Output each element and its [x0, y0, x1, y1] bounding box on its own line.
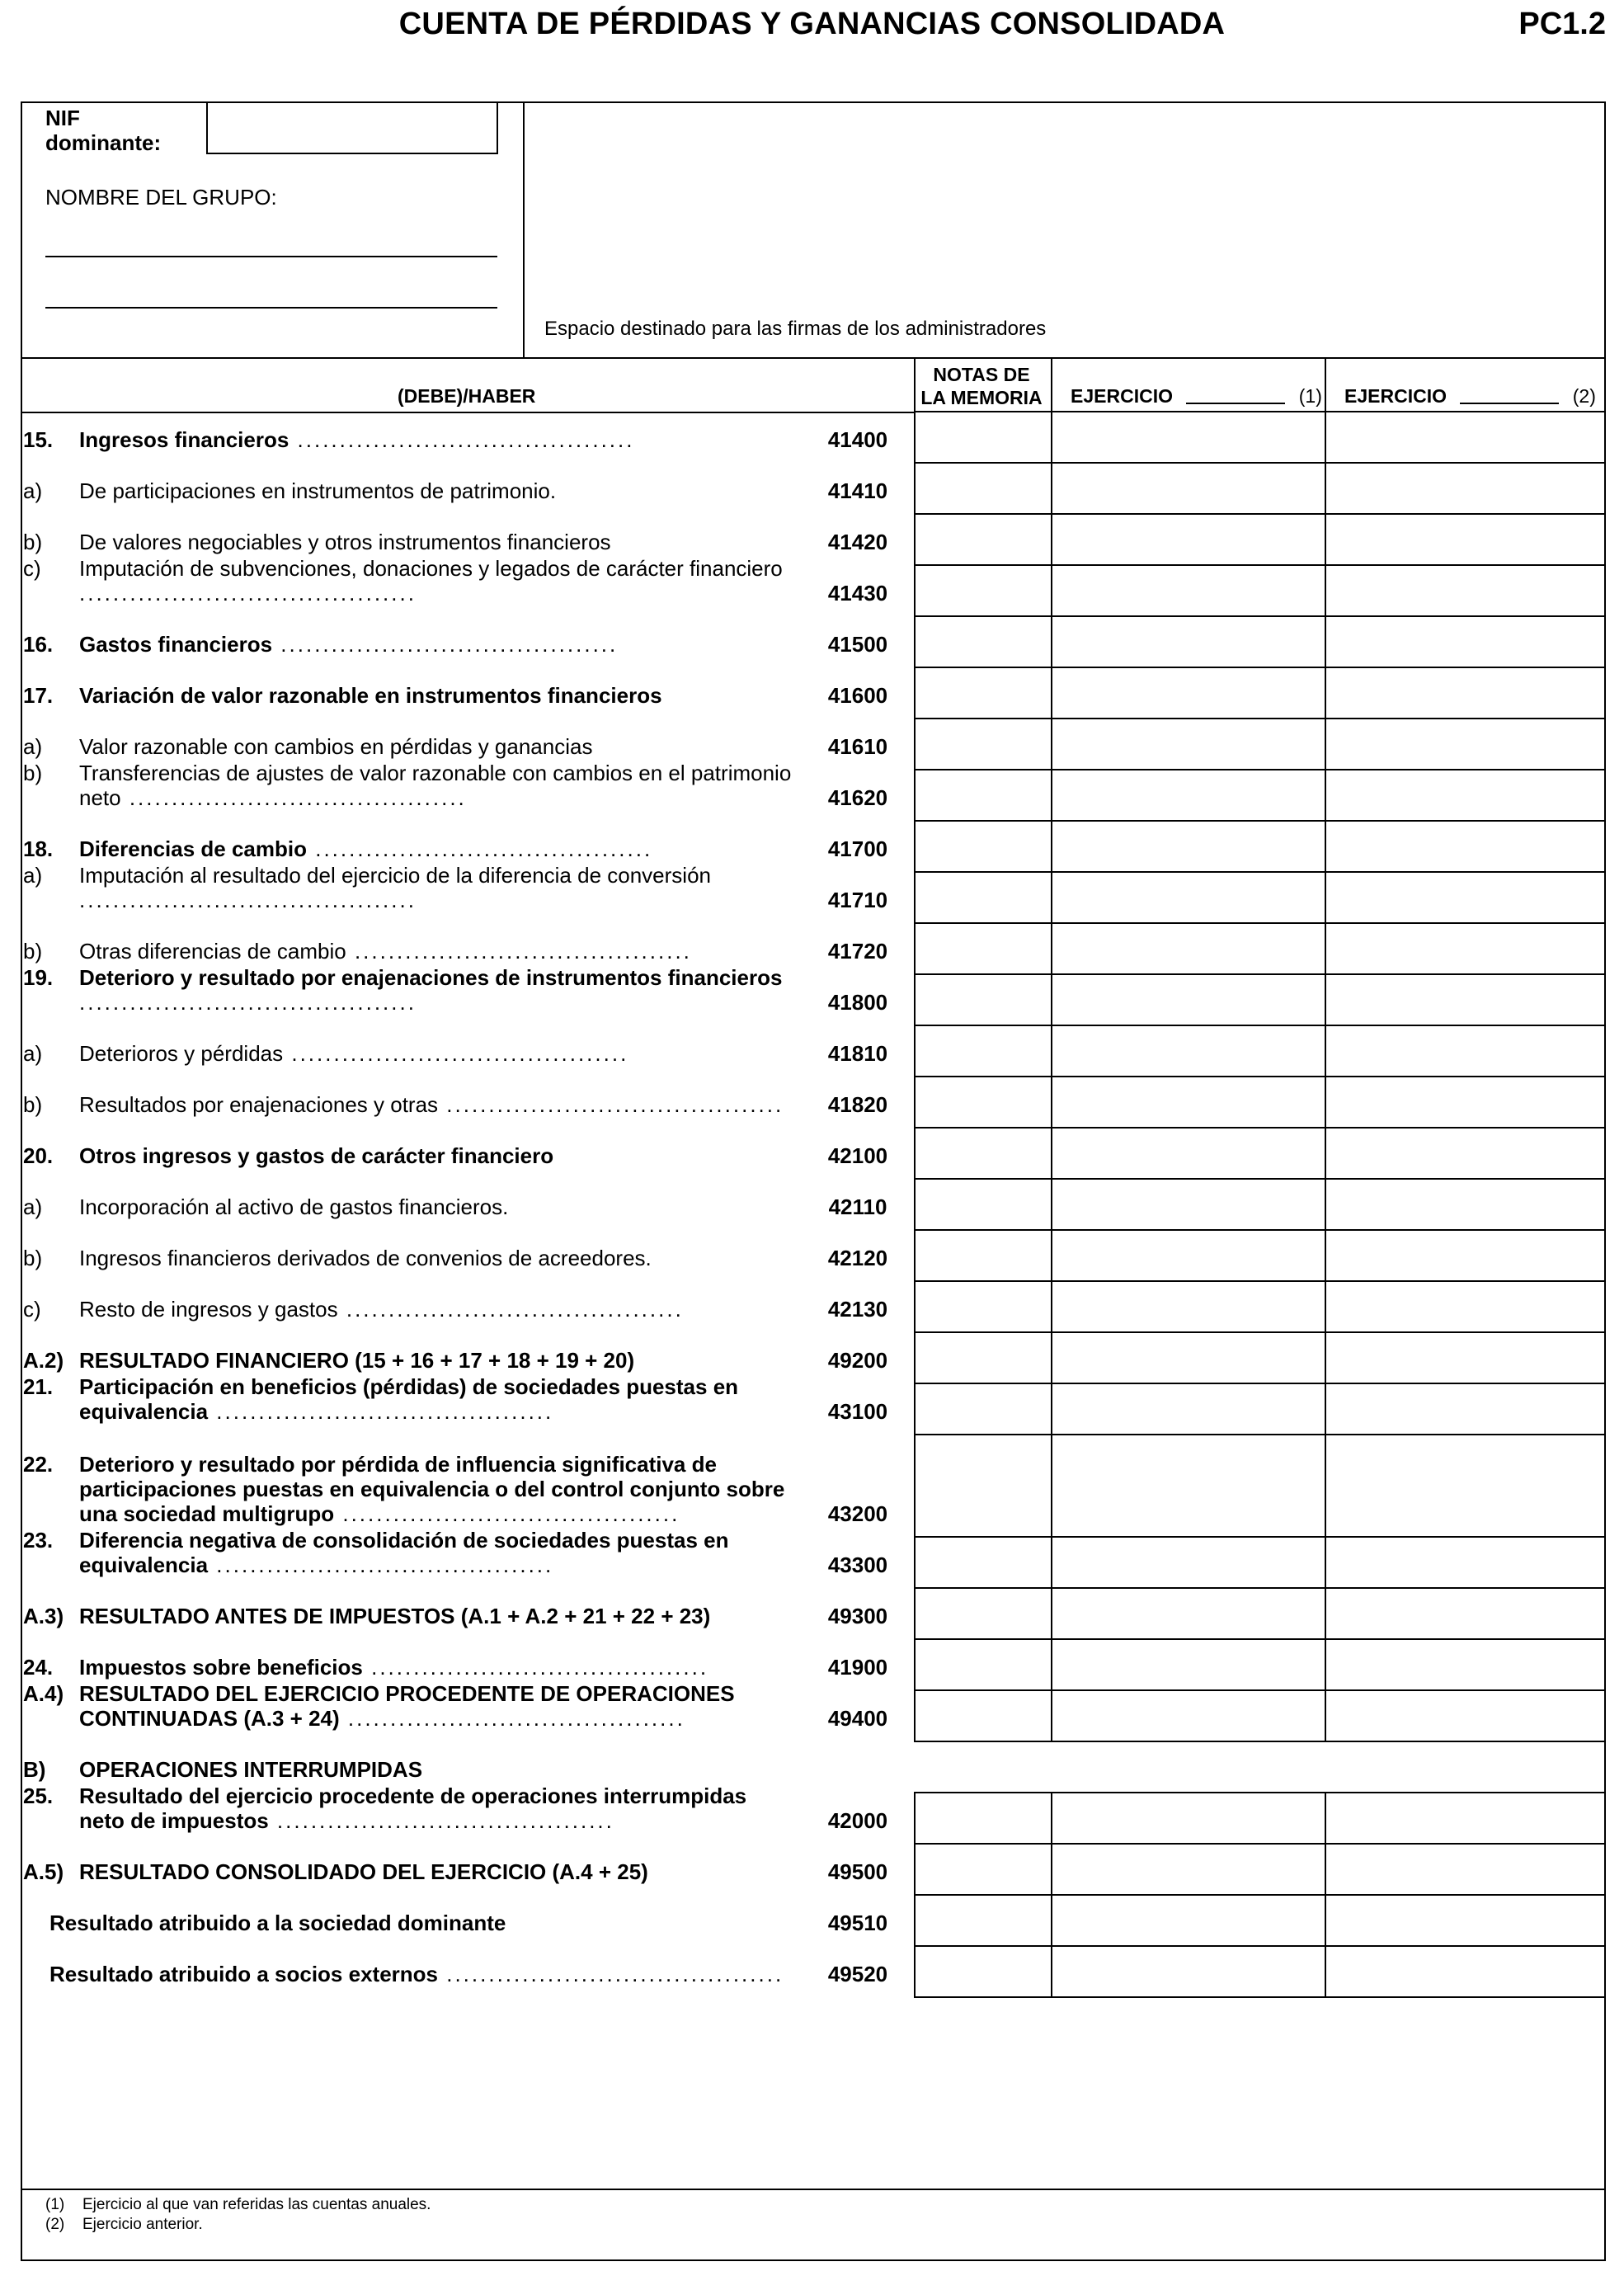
- row-description: [79, 1143, 793, 1168]
- row-number: a): [23, 1194, 43, 1219]
- row-number: b): [23, 530, 43, 554]
- row-code: 41900: [827, 1655, 888, 1680]
- ejercicio-1-cell[interactable]: [1051, 1434, 1326, 1538]
- row-code: 43300: [827, 1553, 888, 1577]
- row-code: 41400: [827, 427, 888, 452]
- row-description: [79, 1092, 793, 1117]
- row-description-text: RESULTADO ANTES DE IMPUESTOS (A.1 + A.2 + 21 + 22 + 23): [79, 1604, 711, 1628]
- row-description: [49, 1962, 793, 1986]
- ejercicio-2-cell[interactable]: [1325, 871, 1606, 924]
- row-description: [79, 1681, 793, 1731]
- row-description: [79, 1348, 793, 1373]
- ejercicio-2-cell[interactable]: [1325, 1178, 1606, 1231]
- ejercicio-2-cell[interactable]: [1325, 1383, 1606, 1435]
- row-description: [79, 939, 793, 964]
- ejercicio-1-cell[interactable]: [1051, 1280, 1326, 1333]
- ejercicio-2-cell[interactable]: [1325, 820, 1606, 873]
- row-number: A.3): [23, 1604, 64, 1628]
- notas-cell[interactable]: [914, 769, 1052, 822]
- row-number: b): [23, 1246, 43, 1270]
- row-code: 41800: [827, 990, 888, 1015]
- row-number: 15.: [23, 427, 54, 452]
- nif-label: [45, 106, 161, 155]
- ejercicio-2-cell[interactable]: [1325, 1025, 1606, 1077]
- notas-cell[interactable]: [914, 1689, 1052, 1742]
- row-code: 41610: [827, 734, 888, 759]
- ejercicio-1-cell[interactable]: [1051, 973, 1326, 1026]
- ejercicio-1-cell[interactable]: [1051, 1127, 1326, 1180]
- ejercicio-2-label: EJERCICIO: [1344, 385, 1447, 407]
- ejercicio-1-cell[interactable]: [1051, 871, 1326, 924]
- row-description-text: Otros ingresos y gastos de carácter financiero: [79, 1143, 554, 1168]
- ejercicio-1-cell[interactable]: [1051, 1689, 1326, 1742]
- row-code: 42100: [827, 1143, 888, 1168]
- row-description: [79, 1604, 793, 1628]
- row-number: B): [23, 1757, 46, 1782]
- ejercicio-2-cell[interactable]: [1325, 615, 1606, 668]
- leader-dots: ........................................: [307, 836, 653, 861]
- leader-dots: ........................................: [208, 1553, 554, 1577]
- row-description-text: Deterioros y pérdidas: [79, 1041, 284, 1066]
- row-number: 25.: [23, 1783, 54, 1808]
- row-description: [79, 478, 793, 503]
- notas-cell[interactable]: [914, 1843, 1052, 1896]
- notas-cell[interactable]: [914, 1076, 1052, 1129]
- notas-cell[interactable]: [914, 1587, 1052, 1640]
- row-code: 41410: [827, 478, 888, 503]
- notas-cell[interactable]: [914, 1178, 1052, 1231]
- ejercicio-1-cell[interactable]: [1051, 667, 1326, 719]
- header-divider-1: [914, 357, 916, 413]
- row-number: a): [23, 863, 43, 888]
- ejercicio-1-cell[interactable]: [1051, 1792, 1326, 1845]
- leader-dots: ........................................: [208, 1399, 554, 1424]
- notas-cell[interactable]: [914, 718, 1052, 770]
- row-description-text: De participaciones en instrumentos de patrimonio.: [79, 478, 557, 503]
- form-code: PC1.2: [1518, 7, 1606, 41]
- group-name-line-2[interactable]: [45, 307, 497, 309]
- notas-cell[interactable]: [914, 667, 1052, 719]
- row-description-text: Deterioro y resultado por pérdida de influencia significativa de participaciones puestas en equivalencia o del control conjunto sobre una sociedad multigrupo: [79, 1452, 785, 1526]
- ejercicio-1-cell[interactable]: [1051, 1076, 1326, 1129]
- ejercicio-2-cell[interactable]: [1325, 667, 1606, 719]
- ejercicio-2-cell[interactable]: [1325, 513, 1606, 566]
- nif-label-line1: NIF: [45, 106, 80, 130]
- row-description: [79, 863, 793, 912]
- nif-label-line2: dominante:: [45, 130, 162, 155]
- leader-dots: ........................................: [283, 1041, 629, 1066]
- row-number: 19.: [23, 965, 54, 990]
- footnote-ref: (1): [45, 2196, 65, 2213]
- notas-cell[interactable]: [914, 513, 1052, 566]
- leader-dots: ........................................: [438, 1092, 784, 1117]
- row-description: [79, 1297, 793, 1322]
- notas-cell[interactable]: [914, 1945, 1052, 1998]
- ejercicio-2-cell[interactable]: [1325, 462, 1606, 515]
- ejercicio-2-year-blank[interactable]: [1460, 403, 1559, 404]
- notas-cell[interactable]: [914, 615, 1052, 668]
- row-code: 41810: [827, 1041, 888, 1066]
- nif-input[interactable]: [206, 101, 498, 154]
- ejercicio-1-cell[interactable]: [1051, 1331, 1326, 1384]
- identification-bottom-rule: [21, 357, 1606, 359]
- row-description-text: RESULTADO CONSOLIDADO DEL EJERCICIO (A.4 + 25): [79, 1859, 648, 1884]
- ejercicio-2-cell[interactable]: [1325, 1536, 1606, 1589]
- row-description-text: Resultado atribuido a la sociedad dominante: [49, 1911, 506, 1935]
- row-description-text: Deterioro y resultado por enajenaciones de instrumentos financieros: [79, 965, 783, 990]
- notas-cell[interactable]: [914, 1331, 1052, 1384]
- ejercicio-1-cell[interactable]: [1051, 462, 1326, 515]
- row-number: 16.: [23, 632, 54, 657]
- ejercicio-2-cell[interactable]: [1325, 411, 1606, 464]
- ejercicio-1-cell[interactable]: [1051, 615, 1326, 668]
- ejercicio-2-cell[interactable]: [1325, 922, 1606, 975]
- ejercicio-1-cell[interactable]: [1051, 922, 1326, 975]
- ejercicio-2-header: [1344, 385, 1596, 408]
- notas-cell[interactable]: [914, 820, 1052, 873]
- ejercicio-2-cell[interactable]: [1325, 1127, 1606, 1180]
- leader-dots: ........................................: [339, 1706, 685, 1731]
- row-number: 24.: [23, 1655, 54, 1680]
- row-code: 41430: [827, 581, 888, 605]
- ejercicio-2-cell[interactable]: [1325, 564, 1606, 617]
- row-description-text: Impuestos sobre beneficios: [79, 1655, 363, 1680]
- row-code: 41620: [827, 785, 888, 810]
- debe-haber-header: (DEBE)/HABER: [398, 385, 536, 407]
- ejercicio-1-cell[interactable]: [1051, 1587, 1326, 1640]
- notas-cell[interactable]: [914, 1434, 1052, 1538]
- row-code: 49510: [827, 1911, 888, 1935]
- ejercicio-2-cell[interactable]: [1325, 1945, 1606, 1998]
- row-description: [79, 1528, 793, 1577]
- row-code: 41700: [827, 836, 888, 861]
- leader-dots: ........................................: [120, 785, 467, 810]
- notas-cell[interactable]: [914, 1638, 1052, 1691]
- leader-dots: ........................................: [334, 1501, 680, 1526]
- row-description: [79, 1655, 793, 1680]
- row-description-text: Variación de valor razonable en instrumentos financieros: [79, 683, 662, 708]
- row-description: [79, 1757, 793, 1782]
- row-description-text: RESULTADO FINANCIERO (15 + 16 + 17 + 18 + 19 + 20): [79, 1348, 635, 1373]
- notas-cell[interactable]: [914, 922, 1052, 975]
- notas-cell[interactable]: [914, 411, 1052, 464]
- ejercicio-1-label: EJERCICIO: [1071, 385, 1173, 407]
- signature-space-label: Espacio destinado para las firmas de los administradores: [544, 318, 1047, 340]
- ejercicio-1-cell[interactable]: [1051, 513, 1326, 566]
- row-description: [79, 1041, 793, 1066]
- row-description-text: Otras diferencias de cambio: [79, 939, 346, 964]
- ejercicio-1-cell[interactable]: [1051, 1945, 1326, 1998]
- row-description-text: OPERACIONES INTERRUMPIDAS: [79, 1757, 423, 1782]
- ejercicio-1-cell[interactable]: [1051, 1843, 1326, 1896]
- leader-dots: ........................................: [268, 1808, 614, 1833]
- leader-dots: ........................................: [337, 1297, 684, 1322]
- row-number: A.4): [23, 1681, 64, 1706]
- row-description-text: Imputación al resultado del ejercicio de la diferencia de conversión: [79, 863, 711, 888]
- row-code: 42110: [828, 1194, 887, 1219]
- ejercicio-1-cell[interactable]: [1051, 820, 1326, 873]
- row-description-text: Resultados por enajenaciones y otras: [79, 1092, 439, 1117]
- row-number: A.5): [23, 1859, 64, 1884]
- ejercicio-1-cell[interactable]: [1051, 1894, 1326, 1947]
- ejercicio-2-cell[interactable]: [1325, 1587, 1606, 1640]
- row-description: [79, 1194, 793, 1219]
- ejercicio-1-cell[interactable]: [1051, 1638, 1326, 1691]
- row-number: 21.: [23, 1374, 54, 1399]
- row-description: [79, 965, 793, 1015]
- ejercicio-1-cell[interactable]: [1051, 1383, 1326, 1435]
- row-description: [79, 683, 793, 708]
- row-code: 41720: [827, 939, 888, 964]
- header-divider-2: [1051, 357, 1052, 413]
- row-code: 42000: [827, 1808, 888, 1833]
- footnote-ref: (2): [45, 2216, 65, 2233]
- ejercicio-1-year-blank[interactable]: [1186, 403, 1285, 404]
- leader-dots: ........................................: [79, 581, 417, 605]
- leader-dots: ........................................: [79, 990, 417, 1015]
- group-name-line-1[interactable]: [45, 256, 497, 257]
- ejercicio-1-cell[interactable]: [1051, 1229, 1326, 1282]
- ejercicio-2-cell[interactable]: [1325, 1434, 1606, 1538]
- row-code: 41420: [827, 530, 888, 554]
- row-description: [79, 734, 793, 759]
- notas-cell[interactable]: [914, 1792, 1052, 1845]
- row-description-text: Incorporación al activo de gastos financieros.: [79, 1194, 509, 1219]
- row-code: 49500: [827, 1859, 888, 1884]
- leader-dots: ........................................: [289, 427, 635, 452]
- ejercicio-2-cell[interactable]: [1325, 1843, 1606, 1896]
- ejercicio-1-cell[interactable]: [1051, 411, 1326, 464]
- row-number: 22.: [23, 1452, 54, 1477]
- row-description: [79, 556, 793, 605]
- notas-cell[interactable]: [914, 462, 1052, 515]
- row-description: [79, 1452, 793, 1526]
- ejercicio-1-cell[interactable]: [1051, 769, 1326, 822]
- notas-cell[interactable]: [914, 973, 1052, 1026]
- row-code: 41500: [827, 632, 888, 657]
- row-description: [49, 1911, 793, 1935]
- row-code: 49400: [827, 1706, 888, 1731]
- page-title: CUENTA DE PÉRDIDAS Y GANANCIAS CONSOLIDADA: [398, 7, 1226, 41]
- row-description: [79, 427, 793, 452]
- row-code: 49520: [827, 1962, 888, 1986]
- notas-cell[interactable]: [914, 1025, 1052, 1077]
- row-code: 43200: [827, 1501, 888, 1526]
- leader-dots: ........................................: [346, 939, 692, 964]
- notas-cell[interactable]: [914, 1536, 1052, 1589]
- ejercicio-2-cell[interactable]: [1325, 1076, 1606, 1129]
- ejercicio-2-cell[interactable]: [1325, 1894, 1606, 1947]
- notas-cell[interactable]: [914, 871, 1052, 924]
- row-code: 41820: [827, 1092, 888, 1117]
- row-number: A.2): [23, 1348, 64, 1373]
- notas-cell[interactable]: [914, 1280, 1052, 1333]
- row-description: [79, 1246, 793, 1270]
- row-description: [79, 632, 793, 657]
- ejercicio-2-cell[interactable]: [1325, 1229, 1606, 1282]
- row-code: 49200: [827, 1348, 888, 1373]
- row-number: 18.: [23, 836, 54, 861]
- notas-cell[interactable]: [914, 1894, 1052, 1947]
- row-number: 17.: [23, 683, 54, 708]
- row-number: c): [23, 556, 41, 581]
- notas-cell[interactable]: [914, 1127, 1052, 1180]
- row-description-text: Ingresos financieros derivados de convenios de acreedores.: [79, 1246, 652, 1270]
- row-number: c): [23, 1297, 41, 1322]
- row-description-text: Ingresos financieros: [79, 427, 289, 452]
- row-number: a): [23, 734, 43, 759]
- notas-cell[interactable]: [914, 1229, 1052, 1282]
- row-code: 43100: [827, 1399, 888, 1424]
- group-name-label: NOMBRE DEL GRUPO:: [45, 185, 277, 210]
- notas-memoria-header: [916, 363, 1047, 409]
- row-description: [79, 1374, 793, 1424]
- ejercicio-1-cell[interactable]: [1051, 1178, 1326, 1231]
- notas-header-line1: NOTAS DE: [933, 364, 1030, 385]
- row-description-text: Diferencias de cambio: [79, 836, 307, 861]
- row-number: b): [23, 939, 43, 964]
- ejercicio-2-cell[interactable]: [1325, 1792, 1606, 1845]
- row-description-text: RESULTADO DEL EJERCICIO PROCEDENTE DE OPERACIONES CONTINUADAS (A.3 + 24): [79, 1681, 735, 1731]
- row-number: 23.: [23, 1528, 54, 1553]
- row-description: [79, 530, 793, 554]
- ejercicio-1-cell[interactable]: [1051, 1025, 1326, 1077]
- ejercicio-2-cell[interactable]: [1325, 1331, 1606, 1384]
- notas-header-line2: LA MEMORIA: [920, 387, 1043, 408]
- row-number: b): [23, 761, 43, 785]
- ejercicio-1-cell[interactable]: [1051, 718, 1326, 770]
- row-code: 49300: [827, 1604, 888, 1628]
- ejercicio-1-ref: (1): [1298, 385, 1322, 407]
- leader-dots: ........................................: [438, 1962, 784, 1986]
- row-code: 42130: [827, 1297, 888, 1322]
- row-number: a): [23, 1041, 43, 1066]
- row-description: [79, 761, 793, 810]
- ejercicio-2-cell[interactable]: [1325, 1689, 1606, 1742]
- leader-dots: ........................................: [272, 632, 619, 657]
- ejercicio-2-cell[interactable]: [1325, 769, 1606, 822]
- leader-dots: ........................................: [362, 1655, 709, 1680]
- ejercicio-2-cell[interactable]: [1325, 973, 1606, 1026]
- row-description-text: Diferencia negativa de consolidación de sociedades puestas en equivalencia: [79, 1528, 729, 1577]
- ejercicio-1-header: [1071, 385, 1322, 408]
- row-description-text: Participación en beneficios (pérdidas) de sociedades puestas en equivalencia: [79, 1374, 739, 1424]
- row-number: a): [23, 478, 43, 503]
- ejercicio-2-ref: (2): [1572, 385, 1596, 407]
- ejercicio-2-cell[interactable]: [1325, 1638, 1606, 1691]
- row-code: 41710: [827, 888, 888, 912]
- footnote-text: Ejercicio al que van referidas las cuentas anuales.: [82, 2196, 431, 2213]
- row-description: [79, 1859, 793, 1884]
- row-description-text: Imputación de subvenciones, donaciones y legados de carácter financiero: [79, 556, 783, 581]
- row-description-text: Gastos financieros: [79, 632, 273, 657]
- row-code: 41600: [827, 683, 888, 708]
- row-description-text: Resultado del ejercicio procedente de operaciones interrumpidas neto de impuestos: [79, 1783, 747, 1833]
- signature-divider: [523, 101, 525, 359]
- row-description-text: Resultado atribuido a socios externos: [49, 1962, 438, 1986]
- row-description-text: Valor razonable con cambios en pérdidas y ganancias: [79, 734, 593, 759]
- ejercicio-2-cell[interactable]: [1325, 1280, 1606, 1333]
- notas-cell[interactable]: [914, 1383, 1052, 1435]
- row-number: b): [23, 1092, 43, 1117]
- ejercicio-1-cell[interactable]: [1051, 564, 1326, 617]
- footnote-text: Ejercicio anterior.: [82, 2216, 203, 2233]
- header-divider-3: [1325, 357, 1326, 413]
- row-description: [79, 1783, 793, 1833]
- row-description-text: Resto de ingresos y gastos: [79, 1297, 338, 1322]
- row-number: 20.: [23, 1143, 54, 1168]
- footnote-rule: [21, 2189, 1606, 2190]
- row-code: 42120: [827, 1246, 888, 1270]
- ejercicio-2-cell[interactable]: [1325, 718, 1606, 770]
- row-description-text: Transferencias de ajustes de valor razonable con cambios en el patrimonio neto: [79, 761, 792, 810]
- row-description: [79, 836, 793, 861]
- notas-cell[interactable]: [914, 564, 1052, 617]
- row-description-text: De valores negociables y otros instrumentos financieros: [79, 530, 611, 554]
- leader-dots: ........................................: [79, 888, 417, 912]
- ejercicio-1-cell[interactable]: [1051, 1536, 1326, 1589]
